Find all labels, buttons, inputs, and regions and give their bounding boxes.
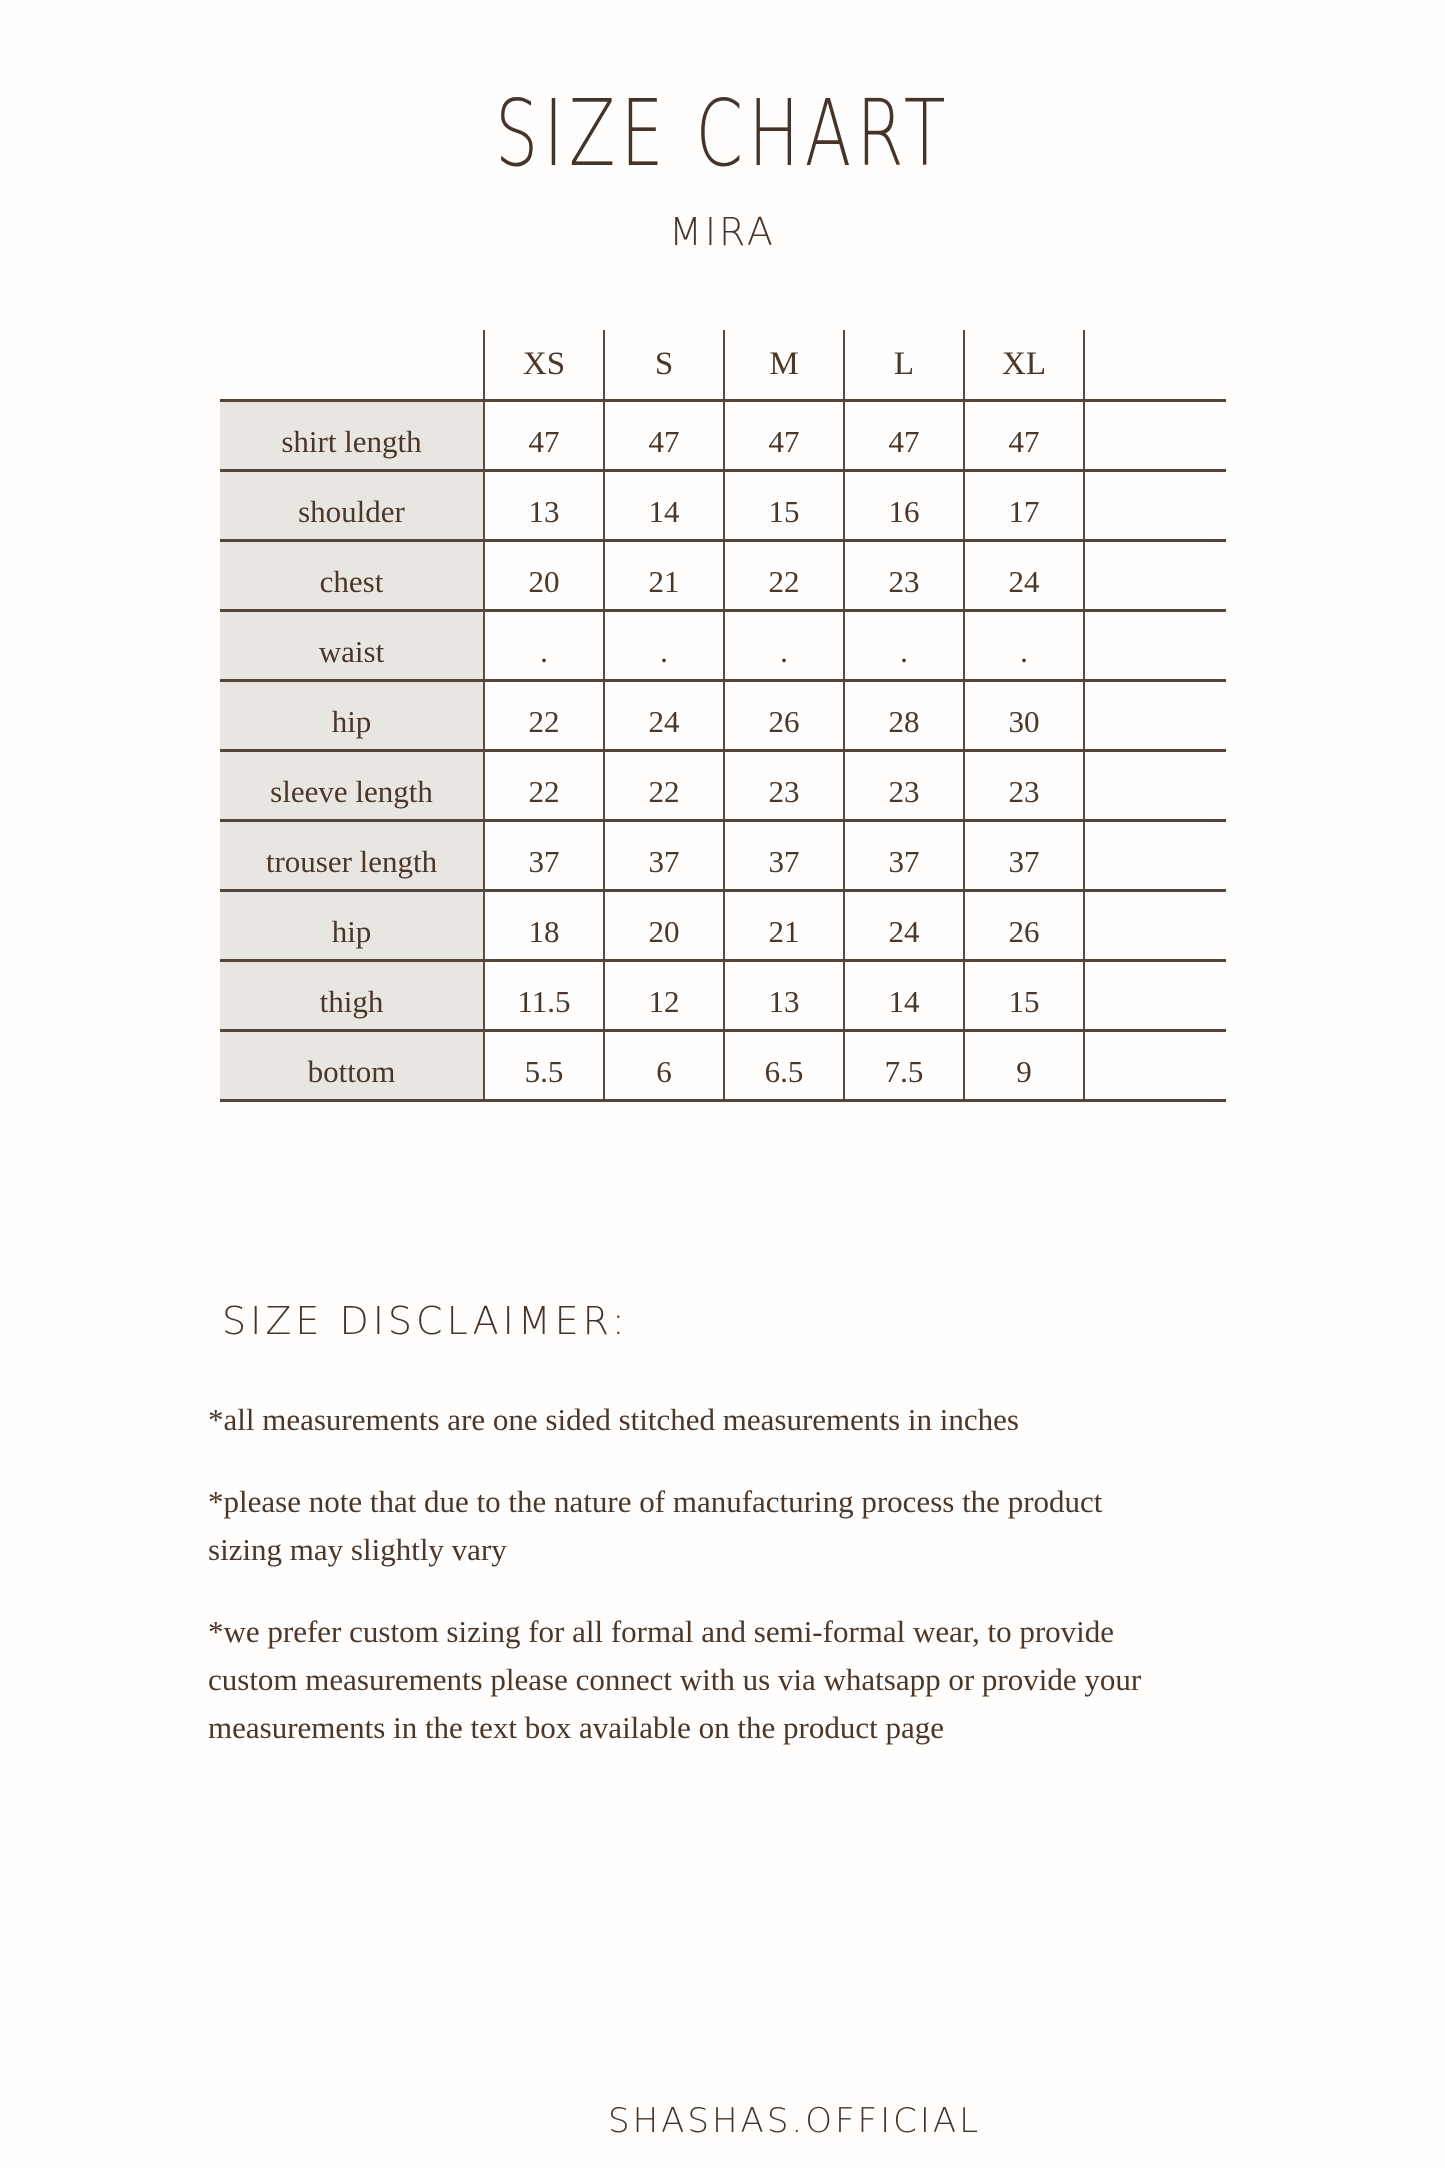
measurement-value: 18 <box>484 890 604 960</box>
measurement-value: . <box>964 610 1084 680</box>
measurement-value: 22 <box>484 750 604 820</box>
page-title-text: SIZE CHART <box>494 80 951 187</box>
measurement-value: . <box>604 610 724 680</box>
size-header-xs: XS <box>484 330 604 400</box>
empty-cell <box>1084 820 1226 890</box>
measurement-value: 37 <box>964 820 1084 890</box>
measurement-value: 11.5 <box>484 960 604 1030</box>
measurement-row-thigh-8 <box>220 960 1226 1030</box>
measurement-value: 30 <box>964 680 1084 750</box>
measurement-value: 13 <box>724 960 844 1030</box>
measurement-value: 23 <box>844 750 964 820</box>
row-label: hip <box>220 890 484 960</box>
row-label: shirt length <box>220 400 484 470</box>
brand-footer: SHASHAS.OFFICIAL <box>608 2101 982 2141</box>
disclaimer-note-2: *please note that due to the nature of manufacturing process the product sizing may slightly vary <box>208 1484 1103 1568</box>
size-header-l: L <box>844 330 964 400</box>
disclaimer-section <box>208 1299 1173 1786</box>
product-name: MIRA <box>669 210 776 254</box>
size-table <box>220 330 1226 1102</box>
measurement-value: 7.5 <box>844 1030 964 1100</box>
disclaimer-notes <box>208 1396 1173 1752</box>
measurement-row-shirt-length-0 <box>220 400 1226 470</box>
measurement-row-waist-3 <box>220 610 1226 680</box>
measurement-value: . <box>724 610 844 680</box>
measurement-value: 28 <box>844 680 964 750</box>
measurement-value: 37 <box>724 820 844 890</box>
measurement-value: 6.5 <box>724 1030 844 1100</box>
measurement-value: 37 <box>604 820 724 890</box>
measurement-value: 23 <box>844 540 964 610</box>
empty-cell <box>1084 470 1226 540</box>
size-header-m: M <box>724 330 844 400</box>
header-corner-cell <box>220 330 484 400</box>
row-label: bottom <box>220 1030 484 1100</box>
measurement-row-hip-4 <box>220 680 1226 750</box>
measurement-value: 20 <box>484 540 604 610</box>
size-header-xl: XL <box>964 330 1084 400</box>
measurement-value: . <box>844 610 964 680</box>
measurement-value: . <box>484 610 604 680</box>
empty-cell <box>1084 680 1226 750</box>
measurement-value: 26 <box>724 680 844 750</box>
measurement-value: 22 <box>724 540 844 610</box>
empty-cell <box>1084 1030 1226 1100</box>
measurement-value: 14 <box>844 960 964 1030</box>
row-label: hip <box>220 680 484 750</box>
measurement-row-chest-2 <box>220 540 1226 610</box>
empty-cell <box>1084 610 1226 680</box>
empty-cell <box>1084 400 1226 470</box>
measurement-row-bottom-9 <box>220 1030 1226 1100</box>
row-label: trouser length <box>220 820 484 890</box>
measurement-value: 21 <box>604 540 724 610</box>
measurement-value: 6 <box>604 1030 724 1100</box>
measurement-value: 15 <box>724 470 844 540</box>
measurement-row-hip-7 <box>220 890 1226 960</box>
measurement-value: 15 <box>964 960 1084 1030</box>
row-label: sleeve length <box>220 750 484 820</box>
disclaimer-heading: SIZE DISCLAIMER: <box>222 1299 629 1343</box>
row-label: thigh <box>220 960 484 1030</box>
measurement-value: 5.5 <box>484 1030 604 1100</box>
disclaimer-note-1: *all measurements are one sided stitched measurements in inches <box>208 1402 1019 1437</box>
measurement-value: 17 <box>964 470 1084 540</box>
measurement-value: 47 <box>844 400 964 470</box>
measurement-value: 24 <box>844 890 964 960</box>
measurement-value: 12 <box>604 960 724 1030</box>
measurement-value: 23 <box>964 750 1084 820</box>
measurement-value: 21 <box>724 890 844 960</box>
empty-cell <box>1084 890 1226 960</box>
row-label: chest <box>220 540 484 610</box>
measurement-value: 47 <box>724 400 844 470</box>
empty-cell <box>1084 750 1226 820</box>
disclaimer-note-3: *we prefer custom sizing for all formal and semi-formal wear, to provide custom measurements please connect with us via whatsapp or provide your measurements in the text box available on the product page <box>208 1614 1142 1746</box>
measurement-value: 13 <box>484 470 604 540</box>
measurement-value: 23 <box>724 750 844 820</box>
measurement-value: 47 <box>604 400 724 470</box>
empty-cell <box>1084 540 1226 610</box>
measurement-value: 22 <box>604 750 724 820</box>
measurement-row-shoulder-1 <box>220 470 1226 540</box>
row-label: shoulder <box>220 470 484 540</box>
measurement-value: 22 <box>484 680 604 750</box>
measurement-row-sleeve-length-5 <box>220 750 1226 820</box>
measurement-value: 9 <box>964 1030 1084 1100</box>
measurement-value: 16 <box>844 470 964 540</box>
measurement-value: 37 <box>484 820 604 890</box>
measurement-value: 20 <box>604 890 724 960</box>
measurement-value: 24 <box>604 680 724 750</box>
page-title <box>0 80 1445 187</box>
header-extra-cell <box>1084 330 1226 400</box>
size-table-body <box>220 400 1226 1100</box>
row-label: waist <box>220 610 484 680</box>
measurement-value: 26 <box>964 890 1084 960</box>
size-header-s: S <box>604 330 724 400</box>
measurement-value: 14 <box>604 470 724 540</box>
measurement-row-trouser-length-6 <box>220 820 1226 890</box>
measurement-value: 24 <box>964 540 1084 610</box>
measurement-value: 47 <box>964 400 1084 470</box>
empty-cell <box>1084 960 1226 1030</box>
size-table-header-row <box>220 330 1226 400</box>
measurement-value: 37 <box>844 820 964 890</box>
measurement-value: 47 <box>484 400 604 470</box>
